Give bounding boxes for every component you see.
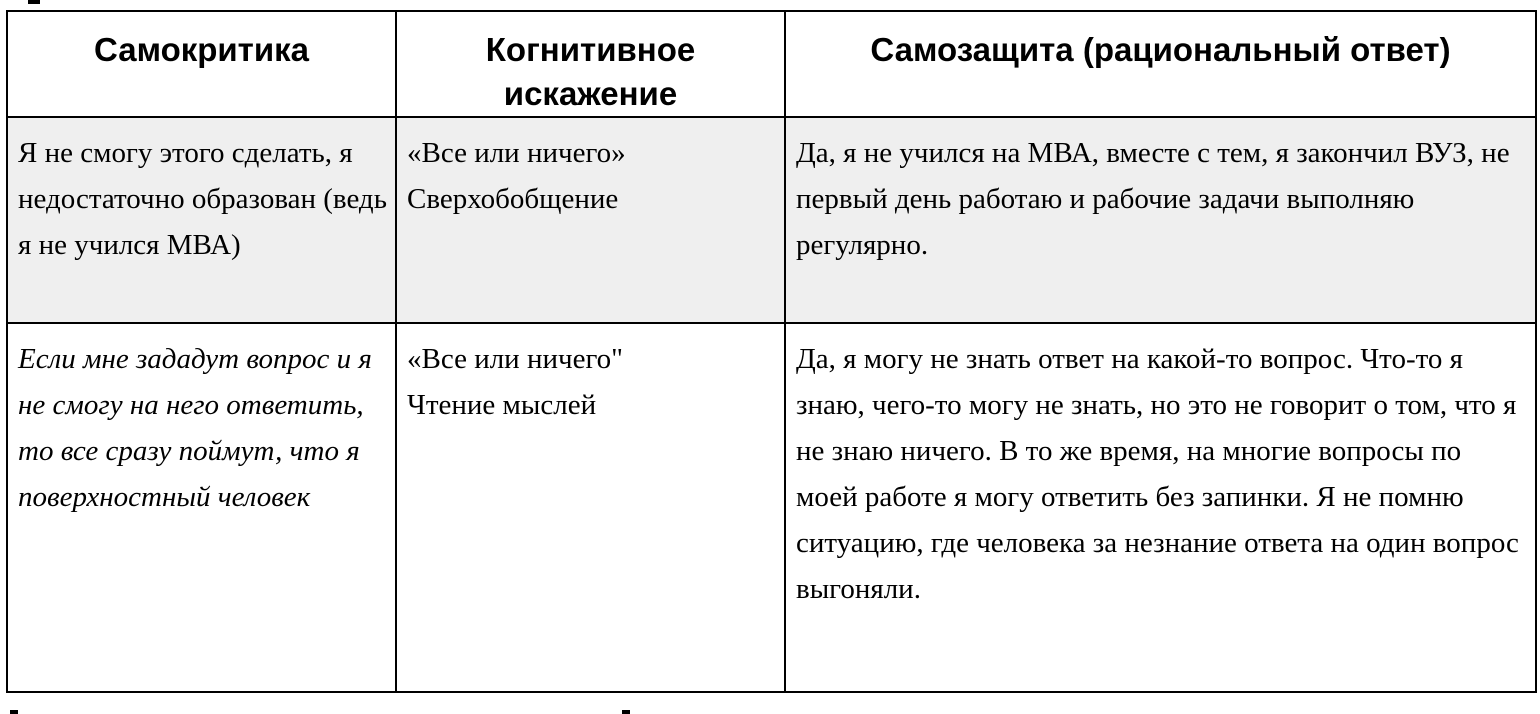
distortion-label: «Все или ничего»	[407, 137, 626, 169]
table-row	[7, 323, 1536, 692]
table-row	[7, 117, 1536, 323]
cbt-worksheet-table	[6, 10, 1537, 693]
cropped-text-fragment-top	[28, 0, 40, 4]
header-row	[7, 11, 1536, 117]
header-cognitive-distortion: Когнитивное искажение	[396, 11, 785, 117]
distortion-cell	[396, 323, 785, 692]
distortion-cell	[396, 117, 785, 323]
cropped-text-fragment-bottom-left	[10, 710, 18, 714]
cropped-text-fragment-bottom-mid	[622, 710, 630, 714]
header-self-criticism: Самокритика	[7, 11, 396, 117]
distortion-label: Сверхобобщение	[407, 183, 619, 215]
self-criticism-cell: Если мне зададут вопрос и я не смогу на него ответить, то все сразу поймут, что я поверхностный человек	[7, 323, 396, 692]
distortion-label: «Все или ничего"	[407, 343, 623, 375]
distortion-label: Чтение мыслей	[407, 389, 597, 421]
self-criticism-cell: Я не смогу этого сделать, я недостаточно образован (ведь я не учился МВА)	[7, 117, 396, 323]
header-rational-response: Самозащита (рациональный ответ)	[785, 11, 1536, 117]
rational-response-cell: Да, я не учился на МВА, вместе с тем, я закончил ВУЗ, не первый день работаю и рабочие задачи выполняю регулярно.	[785, 117, 1536, 323]
rational-response-cell: Да, я могу не знать ответ на какой-то вопрос. Что-то я знаю, чего-то могу не знать, но это не говорит о том, что я не знаю ничего. В то же время, на многие вопросы по моей работе я могу ответить без запинки. Я не помню ситуацию, где человека за незнание ответа на один вопрос выгоняли.	[785, 323, 1536, 692]
